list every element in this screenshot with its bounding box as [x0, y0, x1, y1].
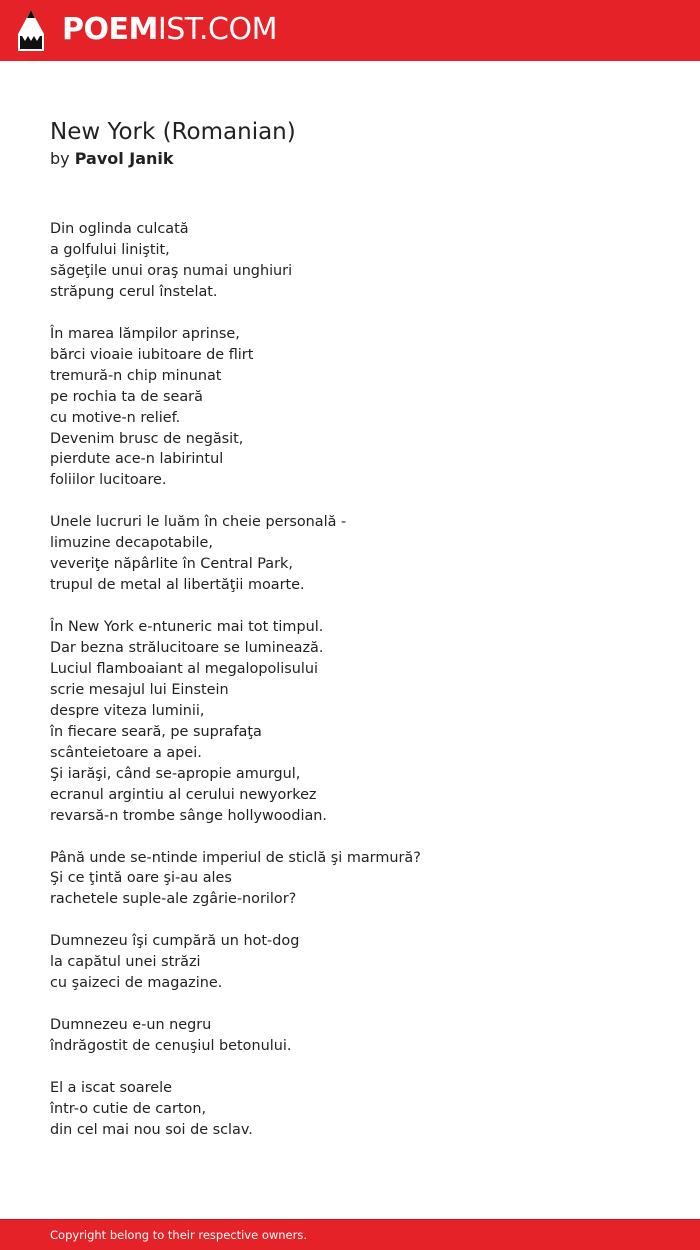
poem-line: revarsă-n trombe sânge hollywoodian.	[50, 807, 327, 824]
poem-stanza	[50, 219, 650, 303]
poem-line: trupul de metal al libertăţii moarte.	[50, 577, 305, 594]
poem-line: bărci vioaie iubitoare de flirt	[50, 346, 254, 363]
poem-stanza	[50, 324, 650, 492]
poem-line: Unele lucruri le luăm în cheie personală -	[50, 514, 347, 531]
poem-line: Şi iarăşi, când se-apropie amurgul,	[50, 765, 301, 782]
poem-line: Până unde se-ntinde imperiul de sticlă şi marmură?	[50, 849, 421, 866]
site-header	[0, 0, 700, 61]
byline	[50, 149, 174, 169]
poem-line: Devenim brusc de negăsit,	[50, 430, 244, 447]
poem-stanza	[50, 1078, 650, 1141]
poem-line: săgeţile unui oraş numai unghiuri	[50, 262, 293, 279]
poem-line: în fiecare seară, pe suprafaţa	[50, 723, 262, 740]
poem-line: El a iscat soarele	[50, 1079, 172, 1096]
poem-line: pierdute ace-n labirintul	[50, 451, 224, 468]
poem-line: Luciul flamboaiant al megalopolisului	[50, 660, 318, 677]
poem-stanza	[50, 848, 650, 911]
poem-line: cu motive-n relief.	[50, 409, 181, 426]
pencil-logo-icon[interactable]	[18, 10, 44, 51]
poem-body	[50, 219, 650, 1162]
poem-line: rachetele suple-ale zgârie-norilor?	[50, 891, 297, 908]
poem-line: la capătul unei străzi	[50, 954, 201, 971]
poem-line: pe rochia ta de seară	[50, 388, 203, 405]
logo-text-bold: POEM	[62, 12, 158, 47]
poem-line: Dumnezeu îşi cumpără un hot-dog	[50, 933, 300, 950]
poem-stanza	[50, 1015, 650, 1057]
poem-stanza	[50, 931, 650, 994]
copyright-text: Copyright belong to their respective owners.	[50, 1228, 308, 1242]
poem-line: îndrăgostit de cenuşiul betonului.	[50, 1038, 292, 1055]
poem-line: ecranul argintiu al cerului newyorkez	[50, 786, 317, 803]
poem-line: În marea lămpilor aprinse,	[50, 325, 240, 342]
poem-line: Din oglinda culcată	[50, 221, 189, 237]
poem-line: Dumnezeu e-un negru	[50, 1017, 212, 1034]
poem-author: Pavol Janik	[74, 149, 174, 168]
byline-prefix: by	[50, 149, 70, 168]
logo-text-light: IST.COM	[157, 12, 277, 47]
poem-stanza	[50, 617, 650, 827]
poem-title: New York (Romanian)	[50, 119, 296, 145]
poem-line: limuzine decapotabile,	[50, 535, 213, 552]
poem-line: scânteietoare a apei.	[50, 744, 202, 761]
poem-line: Dar bezna strălucitoare se luminează.	[50, 640, 324, 657]
poem-line: într-o cutie de carton,	[50, 1100, 207, 1117]
poem-line: a golfului liniştit,	[50, 241, 170, 258]
poem-line: tremură-n chip minunat	[50, 367, 222, 384]
site-logo[interactable]	[62, 12, 277, 48]
poem-line: Şi ce ţintă oare şi-au ales	[50, 870, 232, 887]
poem-line: cu şaizeci de magazine.	[50, 975, 223, 992]
poem-line: din cel mai nou soi de sclav.	[50, 1121, 253, 1138]
site-footer	[0, 1219, 700, 1250]
poem-line: scrie mesajul lui Einstein	[50, 681, 229, 698]
poem-line: despre viteza luminii,	[50, 702, 205, 719]
poem-line: veveriţe năpârlite în Central Park,	[50, 556, 293, 573]
poem-line: străpung cerul înstelat.	[50, 283, 218, 300]
poem-stanza	[50, 512, 650, 596]
poem-line: foliilor lucitoare.	[50, 472, 167, 489]
poem-line: În New York e-ntuneric mai tot timpul.	[50, 619, 324, 636]
